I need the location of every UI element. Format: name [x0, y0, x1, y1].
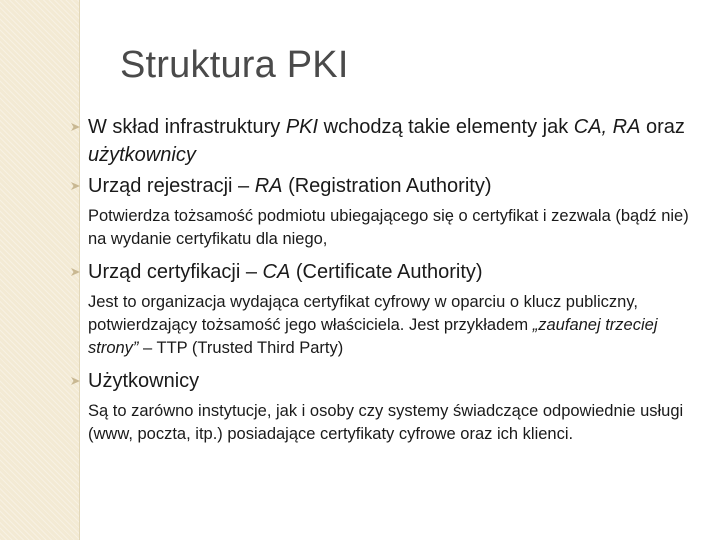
bullet-ca — [68, 258, 708, 286]
intro-text-users: użytkownicy — [88, 144, 196, 166]
slide-title: Struktura PKI — [120, 44, 349, 86]
ca-desc-1: Jest to organizacja wydająca certyfikat cyfrowy w oparciu o klucz publiczny, potwierdzający tożsamość jego właściciela. Jest przykładem — [88, 293, 638, 334]
bullet-intro — [68, 113, 708, 169]
bullet-arrow-icon — [70, 121, 82, 133]
intro-text-1: W skład infrastruktury — [88, 116, 286, 138]
ra-description: Potwierdza tożsamość podmiotu ubiegającego się o certyfikat i zezwala (bądź nie) na wydanie certyfikatu dla niego, — [88, 207, 689, 248]
slide-body — [68, 113, 708, 450]
ca-desc-ttp-quote: „zaufanej trzeciej strony” — [88, 316, 658, 357]
users-description: Są to zarówno instytucje, jak i osoby czy systemy świadczące odpowiednie usługi (www, poczta, itp.) posiadające certyfikaty cyfrowe oraz ich klienci. — [88, 402, 684, 443]
bullet-ra — [68, 172, 708, 200]
bullet-arrow-icon — [70, 266, 82, 278]
ca-heading-1: Urząd certyfikacji – — [88, 261, 263, 283]
ca-heading-3: (Certificate Authority) — [290, 261, 483, 283]
intro-text-5: oraz — [640, 116, 685, 138]
ra-heading-3: (Registration Authority) — [282, 175, 492, 197]
ca-desc-3: – TTP (Trusted Third Party) — [138, 339, 344, 357]
ra-heading-abbr: RA — [254, 175, 283, 197]
users-heading: Użytkownicy — [88, 370, 200, 392]
ra-heading-1: Urząd rejestracji – — [88, 175, 255, 197]
bullet-users — [68, 367, 708, 395]
ca-heading-abbr: CA — [262, 261, 291, 283]
bullet-arrow-icon — [70, 375, 82, 387]
ca-description — [88, 291, 708, 360]
bullet-arrow-icon — [70, 180, 82, 192]
intro-text-ca-ra: CA, RA — [573, 116, 641, 138]
intro-text-pki: PKI — [285, 116, 319, 138]
intro-text-3: wchodzą takie elementy jak — [318, 116, 574, 138]
